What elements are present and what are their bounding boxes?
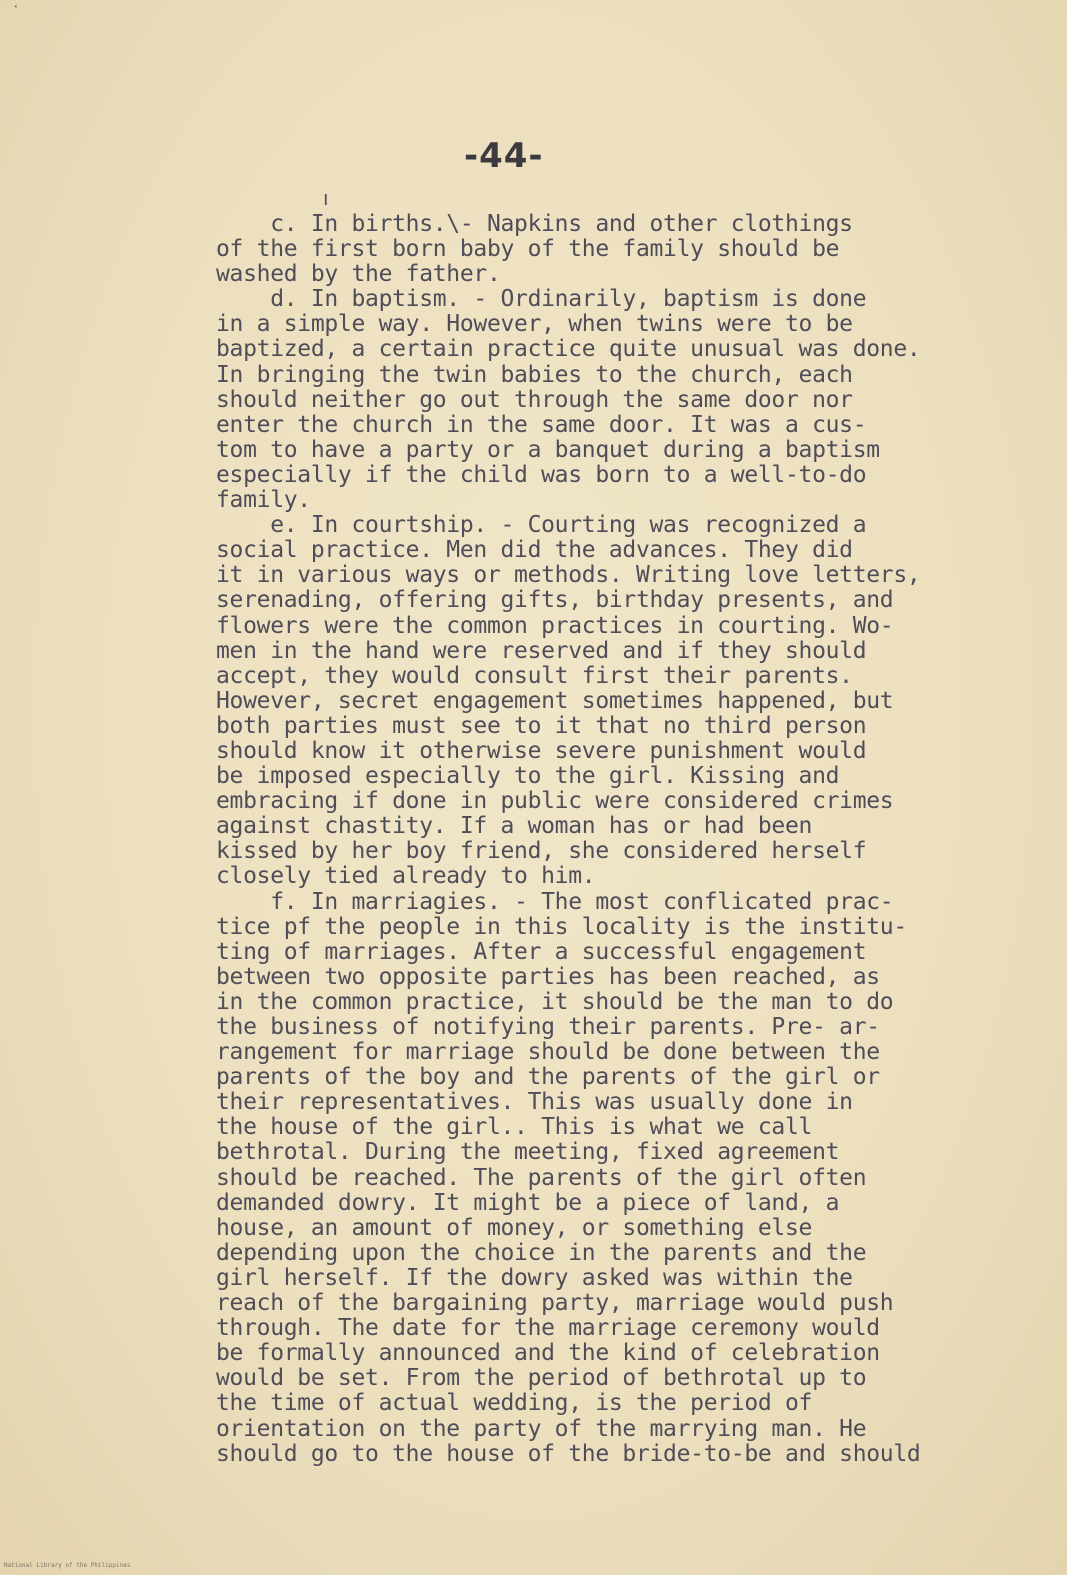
text-line: should be reached. The parents of the girl often <box>216 1164 867 1191</box>
text-line: c. In births.\- Napkins and other clothings <box>216 211 853 237</box>
text-line: e. In courtship. - Courting was recognized a <box>216 512 867 539</box>
text-line: demanded dowry. It might be a piece of land, a <box>216 1189 840 1216</box>
text-line: social practice. Men did the advances. They did <box>216 537 853 564</box>
text-line: kissed by her boy friend, she considered herself <box>216 838 867 865</box>
text-line: of the first born baby of the family should be <box>216 236 840 263</box>
footer-watermark: National Library of the Philippines <box>4 1562 131 1569</box>
text-line: depending upon the choice in the parents and the <box>216 1239 867 1266</box>
edge-mark: ‹ <box>14 2 18 12</box>
text-line: ting of marriages. After a successful engagement <box>216 938 867 965</box>
text-line: washed by the father. <box>216 261 501 288</box>
text-line: parents of the boy and the parents of the girl or <box>216 1064 880 1091</box>
text-line: would be set. From the period of bethrotal up to <box>216 1365 867 1392</box>
text-line: the time of actual wedding, is the period of <box>216 1390 813 1417</box>
text-line: embracing if done in public were considered crimes <box>216 788 894 815</box>
text-line: men in the hand were reserved and if they should <box>216 637 867 664</box>
text-line: baptized, a certain practice quite unusual was done. <box>216 336 921 363</box>
text-line: closely tied already to him. <box>216 863 596 890</box>
text-line: should go to the house of the bride-to-be and should <box>216 1440 921 1467</box>
text-line: bethrotal. During the meeting, fixed agreement <box>216 1139 840 1166</box>
text-line: in a simple way. However, when twins were to be <box>216 311 853 338</box>
text-line: accept, they would consult first their parents. <box>216 662 853 689</box>
text-line: In bringing the twin babies to the church, each <box>216 361 853 388</box>
text-line: reach of the bargaining party, marriage would push <box>216 1290 894 1317</box>
text-line: should neither go out through the same door nor <box>216 386 853 413</box>
text-line: serenading, offering gifts, birthday presents, and <box>216 587 894 614</box>
body-text <box>216 212 1036 1467</box>
text-line: enter the church in the same door. It was a cus- <box>216 411 867 438</box>
text-line: tice pf the people in this locality is the institu- <box>216 913 907 940</box>
text-line: both parties must see to it that no third person <box>216 712 867 739</box>
text-line: rangement for marriage should be done between the <box>216 1039 880 1066</box>
text-line: tom to have a party or a banquet during a baptism <box>216 436 880 463</box>
text-line: be imposed especially to the girl. Kissing and <box>216 763 840 790</box>
text-line: their representatives. This was usually done in <box>216 1089 853 1116</box>
text-line: especially if the child was born to a well-to-do <box>216 461 867 488</box>
text-line: girl herself. If the dowry asked was within the <box>216 1264 853 1291</box>
text-line: family. <box>216 487 311 514</box>
text-line: it in various ways or methods. Writing love letters, <box>216 562 921 589</box>
text-line: f. In marriagies. - The most conflicated prac- <box>216 888 894 915</box>
text-line: should know it otherwise severe punishment would <box>216 737 867 764</box>
text-line: d. In baptism. - Ordinarily, baptism is done <box>216 286 867 313</box>
text-line: the business of notifying their parents. Pre- ar- <box>216 1014 880 1040</box>
text-line: in the common practice, it should be the man to do <box>216 988 894 1015</box>
text-line: the house of the girl.. This is what we call <box>216 1114 813 1141</box>
text-line: However, secret engagement sometimes happened, but <box>216 687 894 714</box>
text-line: be formally announced and the kind of celebration <box>216 1340 880 1367</box>
text-line: between two opposite parties has been reached, as <box>216 963 880 990</box>
text-line: orientation on the party of the marrying man. He <box>216 1415 867 1442</box>
text-line: house, an amount of money, or something else <box>216 1214 813 1241</box>
text-line: through. The date for the marriage ceremony would <box>216 1315 880 1342</box>
page-number: -44- <box>464 136 544 176</box>
text-line: against chastity. If a woman has or had been <box>216 813 813 840</box>
text-line: flowers were the common practices in courting. Wo- <box>216 612 894 639</box>
handwritten-tick: ı <box>323 186 329 210</box>
